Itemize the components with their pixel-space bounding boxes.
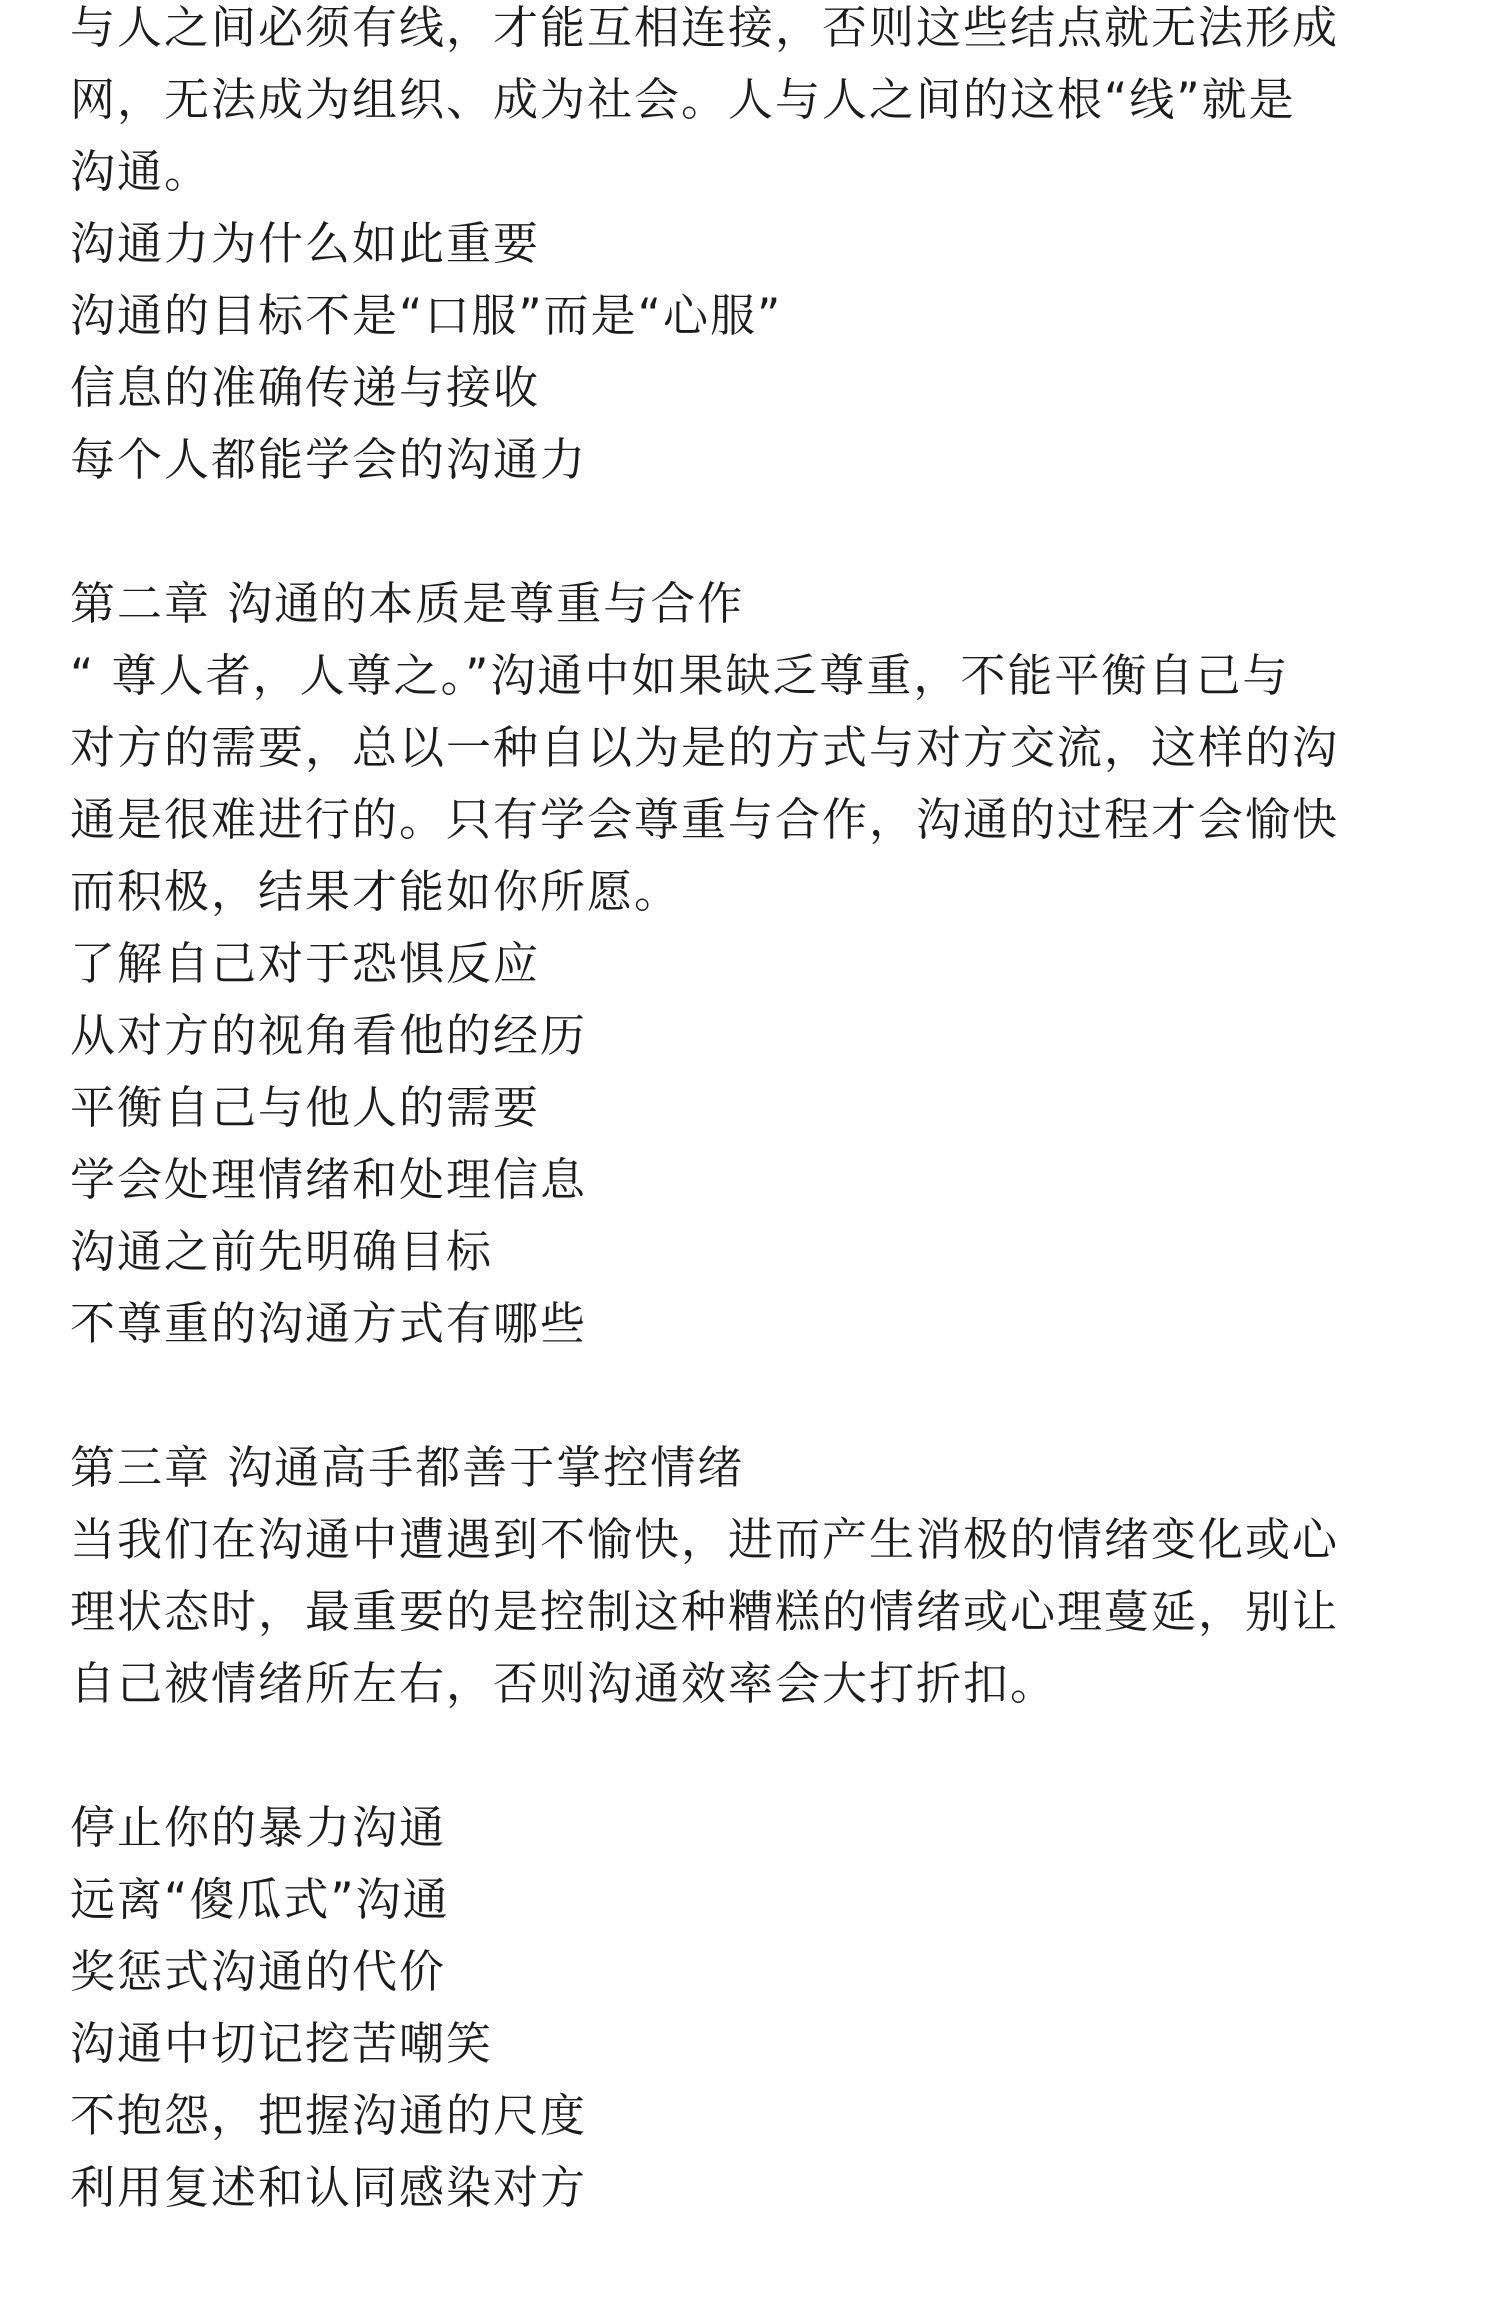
paragraph-line: 与人之间必须有线，才能互相连接，否则这些结点就无法形成 (70, 1, 1340, 54)
paragraph-line: 当我们在沟通中遭遇到不愉快，进而产生消极的情绪变化或心 (70, 1513, 1340, 1566)
blank-line (70, 1360, 1400, 1432)
paragraph-line: 沟通。 (70, 145, 212, 198)
paragraph-line: 对方的需要，总以一种自以为是的方式与对方交流，这样的沟 (70, 721, 1340, 774)
paragraph-line: 网，无法成为组织、成为社会。人与人之间的这根“线”就是 (70, 73, 1296, 126)
paragraph-line: 通是很难进行的。只有学会尊重与合作，沟通的过程才会愉快 (70, 793, 1340, 846)
paragraph-line: 理状态时，最重要的是控制这种糟糕的情绪或心理蔓延，别让 (70, 1585, 1340, 1638)
section-item: 沟通之前先明确目标 (70, 1225, 494, 1278)
chapter-heading: 第二章 沟通的本质是尊重与合作 (70, 577, 745, 630)
blank-line (70, 496, 1400, 568)
paragraph-line: 自己被情绪所左右，否则沟通效率会大打折扣。 (70, 1657, 1058, 1710)
section-item: 从对方的视角看他的经历 (70, 1009, 588, 1062)
section-item: 停止你的暴力沟通 (70, 1801, 447, 1854)
section-item: 沟通力为什么如此重要 (70, 217, 541, 270)
section-item: 信息的准确传递与接收 (70, 361, 541, 414)
section-item: 沟通的目标不是“口服”而是“心服” (70, 289, 783, 342)
section-item: 不抱怨，把握沟通的尺度 (70, 2089, 588, 2142)
document-text (70, 0, 1400, 2224)
section-item: 学会处理情绪和处理信息 (70, 1153, 588, 1206)
chapter-heading: 第三章 沟通高手都善于掌控情绪 (70, 1441, 745, 1494)
section-item: 每个人都能学会的沟通力 (70, 433, 588, 486)
blank-line (70, 1720, 1400, 1792)
section-item: 利用复述和认同感染对方 (70, 2161, 588, 2214)
section-item: 远离“傻瓜式”沟通 (70, 1873, 450, 1926)
section-item: 了解自己对于恐惧反应 (70, 937, 541, 990)
section-item: 奖惩式沟通的代价 (70, 1945, 447, 1998)
paragraph-line: 而积极，结果才能如你所愿。 (70, 865, 682, 918)
section-item: 沟通中切记挖苦嘲笑 (70, 2017, 494, 2070)
section-item: 平衡自己与他人的需要 (70, 1081, 541, 1134)
paragraph-line: “ 尊人者，人尊之。”沟通中如果缺乏尊重，不能平衡自己与 (70, 649, 1290, 702)
section-item: 不尊重的沟通方式有哪些 (70, 1297, 588, 1350)
